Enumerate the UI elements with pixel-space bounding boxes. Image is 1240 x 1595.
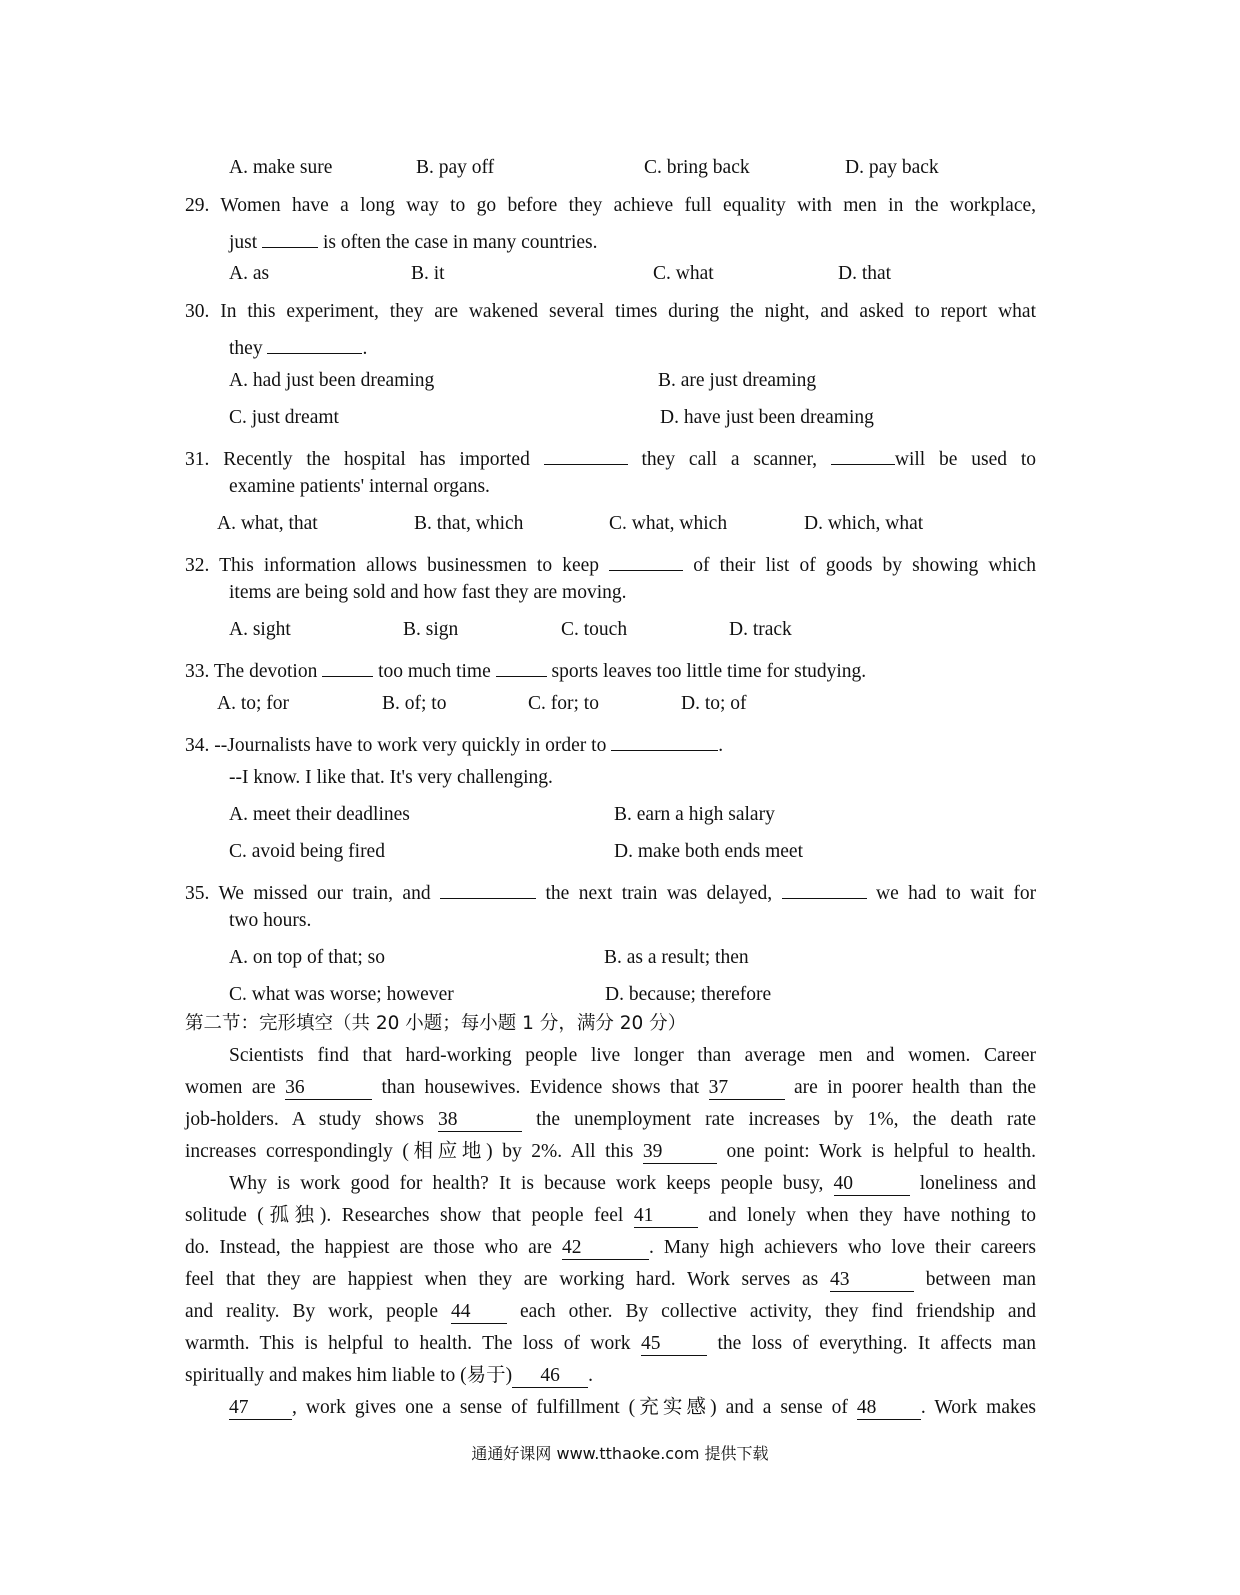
blank-36: 36 — [285, 1078, 372, 1100]
q28-option-d: D. pay back — [845, 157, 939, 178]
q29-option-c: C. what — [653, 263, 714, 284]
blank-39: 39 — [643, 1142, 717, 1164]
q33-option-c: C. for; to — [528, 693, 599, 714]
q35-option-a: A. on top of that; so — [229, 947, 385, 968]
q34-option-c: C. avoid being fired — [229, 841, 385, 862]
q28-option-a: A. make sure — [229, 157, 333, 178]
blank-48: 48 — [857, 1398, 921, 1420]
q30-stem-line2: they . — [229, 332, 367, 361]
q29-option-d: D. that — [838, 263, 892, 284]
q31-option-b: B. that, which — [414, 513, 524, 534]
q34-option-d: D. make both ends meet — [614, 841, 803, 862]
q30-option-d: D. have just been dreaming — [660, 407, 874, 428]
q34-stem-line1: 34. --Journalists have to work very quickly in order to . — [185, 729, 723, 758]
q34-option-a: A. meet their deadlines — [229, 804, 410, 825]
passage-p2-line5: and reality. By work, people 44 each other. By collective activity, they find friendship and — [185, 1301, 1036, 1322]
q31-option-d: D. which, what — [804, 513, 924, 534]
q32-option-c: C. touch — [561, 619, 628, 640]
q30-stem-line1: 30. In this experiment, they are wakened several times during the night, and asked to report what — [185, 301, 1036, 322]
q29-stem-line2: just is often the case in many countries. — [229, 226, 597, 255]
q35-option-b: B. as a result; then — [604, 947, 749, 968]
q30-option-b: B. are just dreaming — [658, 370, 817, 391]
q35-stem-line1: 35. We missed our train, and the next train was delayed, we had to wait for — [185, 877, 1036, 906]
section2-heading: 第二节：完形填空（共 20 小题；每小题 1 分，满分 20 分） — [185, 1013, 687, 1034]
q30-blank — [267, 332, 362, 354]
blank-42: 42 — [562, 1238, 649, 1260]
q32-stem-line2: items are being sold and how fast they are moving. — [229, 582, 627, 603]
q31-blank-1 — [544, 443, 628, 465]
q35-blank-2 — [782, 877, 867, 899]
q35-blank-1 — [440, 877, 536, 899]
q32-option-d: D. track — [729, 619, 792, 640]
q33-option-a: A. to; for — [217, 693, 290, 714]
blank-43: 43 — [830, 1270, 914, 1292]
passage-p2-line3: do. Instead, the happiest are those who are 42 . Many high achievers who love their careers — [185, 1237, 1037, 1258]
q32-stem-line1: 32. This information allows businessmen to keep of their list of goods by showing which — [185, 549, 1036, 578]
q30-option-a: A. had just been dreaming — [229, 370, 435, 391]
q28-option-c: C. bring back — [644, 157, 750, 178]
q29-stem-line1: 29. Women have a long way to go before they achieve full equality with men in the workplace, — [185, 195, 1036, 216]
passage-p2-line1: Why is work good for health? It is because work keeps people busy, 40 loneliness and — [229, 1173, 1037, 1194]
q31-stem-line1: 31. Recently the hospital has imported they call a scanner, will be used to — [185, 443, 1036, 472]
passage-p1-line2: women are 36 than housewives. Evidence shows that 37 are in poorer health than the — [185, 1077, 1037, 1098]
blank-47: 47 — [229, 1398, 292, 1420]
blank-44: 44 — [451, 1302, 507, 1324]
q28-option-b: B. pay off — [416, 157, 495, 178]
page-footer: 通通好课网 www.tthaoke.com 提供下载 — [471, 1444, 769, 1463]
q33-blank-1 — [322, 655, 373, 677]
q34-option-b: B. earn a high salary — [614, 804, 775, 825]
passage-p2-line7: spiritually and makes him liable to (易于) 46 . — [185, 1365, 593, 1386]
q29-option-a: A. as — [229, 263, 270, 284]
q33-stem: 33. The devotion too much time sports leaves too little time for studying. — [185, 655, 866, 684]
q29-option-b: B. it — [411, 263, 445, 284]
q33-option-b: B. of; to — [382, 693, 447, 714]
blank-40: 40 — [834, 1174, 910, 1196]
q34-stem-line2: --I know. I like that. It's very challenging. — [229, 767, 553, 788]
q34-blank — [611, 729, 718, 751]
blank-45: 45 — [641, 1334, 707, 1356]
passage-p1-line4: increases correspondingly (相应地) by 2%. All this 39 one point: Work is helpful to health. — [185, 1141, 1036, 1162]
blank-46: 46 — [512, 1366, 588, 1388]
passage-p2-line4: feel that they are happiest when they are working hard. Work serves as 43 between man — [185, 1269, 1037, 1290]
q31-blank-2 — [831, 443, 895, 465]
blank-41: 41 — [634, 1206, 698, 1228]
q33-option-d: D. to; of — [681, 693, 747, 714]
q32-option-a: A. sight — [229, 619, 291, 640]
q30-option-c: C. just dreamt — [229, 407, 339, 428]
passage-p1-line3: job-holders. A study shows 38 the unemployment rate increases by 1%, the death rate — [185, 1109, 1037, 1130]
q33-blank-2 — [496, 655, 547, 677]
q35-stem-line2: two hours. — [229, 910, 312, 931]
passage-p2-line6: warmth. This is helpful to health. The loss of work 45 the loss of everything. It affects man — [185, 1333, 1036, 1354]
q32-blank — [609, 549, 683, 571]
q32-option-b: B. sign — [403, 619, 459, 640]
q29-blank — [262, 226, 318, 248]
q31-option-a: A. what, that — [217, 513, 318, 534]
blank-37: 37 — [709, 1078, 785, 1100]
passage-p2-line2: solitude (孤独). Researches show that people feel 41 and lonely when they have nothing to — [185, 1205, 1036, 1226]
q35-option-d: D. because; therefore — [605, 984, 772, 1005]
q31-stem-line2: examine patients' internal organs. — [229, 476, 490, 497]
blank-38: 38 — [438, 1110, 522, 1132]
passage-p1-line1: Scientists find that hard-working people live longer than average men and women. Career — [229, 1045, 1036, 1066]
q35-option-c: C. what was worse; however — [229, 984, 454, 1005]
q31-option-c: C. what, which — [609, 513, 728, 534]
passage-p3-line1: 47 , work gives one a sense of fulfillment (充实感) and a sense of 48 . Work makes — [229, 1397, 1036, 1418]
